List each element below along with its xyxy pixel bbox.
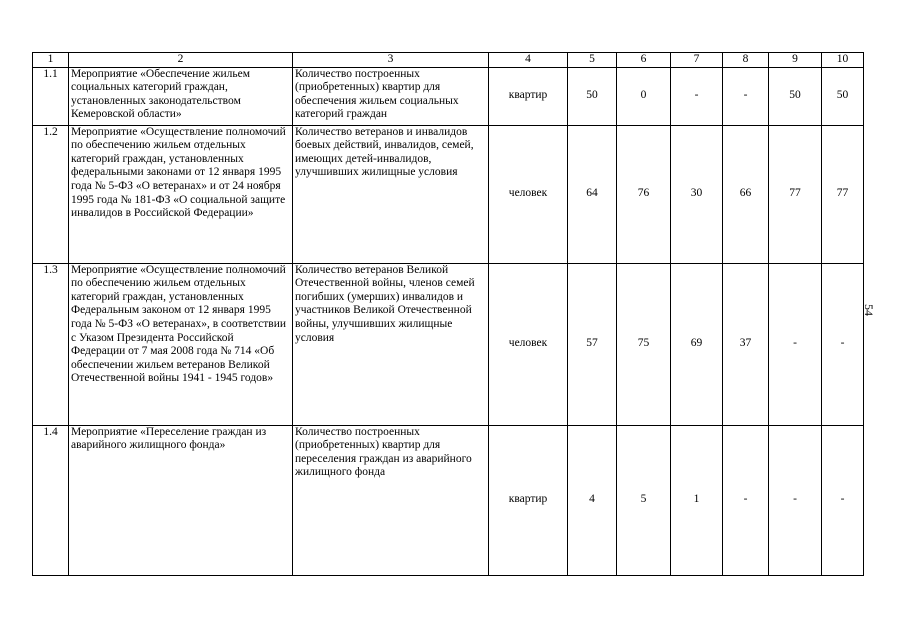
indicator-cell: Количество построенных (приобретенных) квартир для обеспечения жильем социальных категорий граждан [293, 67, 489, 125]
event-cell: Мероприятие «Переселение граждан из аварийного жилищного фонда» [69, 425, 293, 575]
value-cell: 75 [617, 263, 671, 425]
header-row [33, 53, 864, 68]
value-cell: 50 [769, 67, 822, 125]
value-cell: 0 [617, 67, 671, 125]
unit-cell: человек [489, 263, 568, 425]
indicator-cell: Количество ветеранов Великой Отечественной войны, членов семей погибших (умерших) инвалидов и участников Великой Отечественной войны, улучшивших жилищные условия [293, 263, 489, 425]
value-cell: 4 [568, 425, 617, 575]
unit-cell: квартир [489, 67, 568, 125]
value-cell: 37 [723, 263, 769, 425]
header-cell: 2 [69, 53, 293, 68]
value-cell: - [769, 263, 822, 425]
header-cell: 7 [671, 53, 723, 68]
event-cell: Мероприятие «Обеспечение жильем социальных категорий граждан, установленных законодательством Кемеровской области» [69, 67, 293, 125]
event-cell: Мероприятие «Осуществление полномочий по обеспечению жильем отдельных категорий граждан, установленных Федеральным законом от 12 января 1995 года № 5-ФЗ «О ветеранах», в соответствии с Указом Президента Российской Федерации от 7 мая 2008 года № 714 «Об обеспечении жильем ветеранов Великой Отечественной войны 1941 - 1945 годов» [69, 263, 293, 425]
value-cell: 57 [568, 263, 617, 425]
indicator-cell: Количество построенных (приобретенных) квартир для переселения граждан из аварийного жилищного фонда [293, 425, 489, 575]
table-row [33, 425, 864, 575]
value-cell: 76 [617, 125, 671, 263]
value-cell: 64 [568, 125, 617, 263]
header-cell: 9 [769, 53, 822, 68]
header-cell: 10 [822, 53, 864, 68]
value-cell: - [723, 425, 769, 575]
value-cell: 66 [723, 125, 769, 263]
header-cell: 6 [617, 53, 671, 68]
value-cell: - [769, 425, 822, 575]
table-row [33, 263, 864, 425]
value-cell: - [723, 67, 769, 125]
row-number: 1.4 [33, 425, 69, 575]
value-cell: 77 [822, 125, 864, 263]
row-number: 1.1 [33, 67, 69, 125]
value-cell: - [822, 263, 864, 425]
value-cell: 50 [822, 67, 864, 125]
value-cell: 69 [671, 263, 723, 425]
indicator-cell: Количество ветеранов и инвалидов боевых действий, инвалидов, семей, имеющих детей-инвалидов, улучшивших жилищные условия [293, 125, 489, 263]
value-cell: - [671, 67, 723, 125]
value-cell: 5 [617, 425, 671, 575]
value-cell: 77 [769, 125, 822, 263]
event-cell: Мероприятие «Осуществление полномочий по обеспечению жильем отдельных категорий граждан, установленных федеральными законами от 12 января 1995 года № 5-ФЗ «О ветеранах» и от 24 ноября 1995 года № 181-ФЗ «О социальной защите инвалидов в Российской Федерации» [69, 125, 293, 263]
value-cell: 1 [671, 425, 723, 575]
unit-cell: человек [489, 125, 568, 263]
value-cell: 30 [671, 125, 723, 263]
table-row [33, 67, 864, 125]
value-cell: - [822, 425, 864, 575]
header-cell: 3 [293, 53, 489, 68]
page-number: 54 [862, 304, 876, 316]
unit-cell: квартир [489, 425, 568, 575]
header-cell: 1 [33, 53, 69, 68]
row-number: 1.3 [33, 263, 69, 425]
value-cell: 50 [568, 67, 617, 125]
table-row [33, 125, 864, 263]
header-cell: 5 [568, 53, 617, 68]
header-cell: 4 [489, 53, 568, 68]
header-cell: 8 [723, 53, 769, 68]
row-number: 1.2 [33, 125, 69, 263]
data-table [32, 52, 864, 576]
